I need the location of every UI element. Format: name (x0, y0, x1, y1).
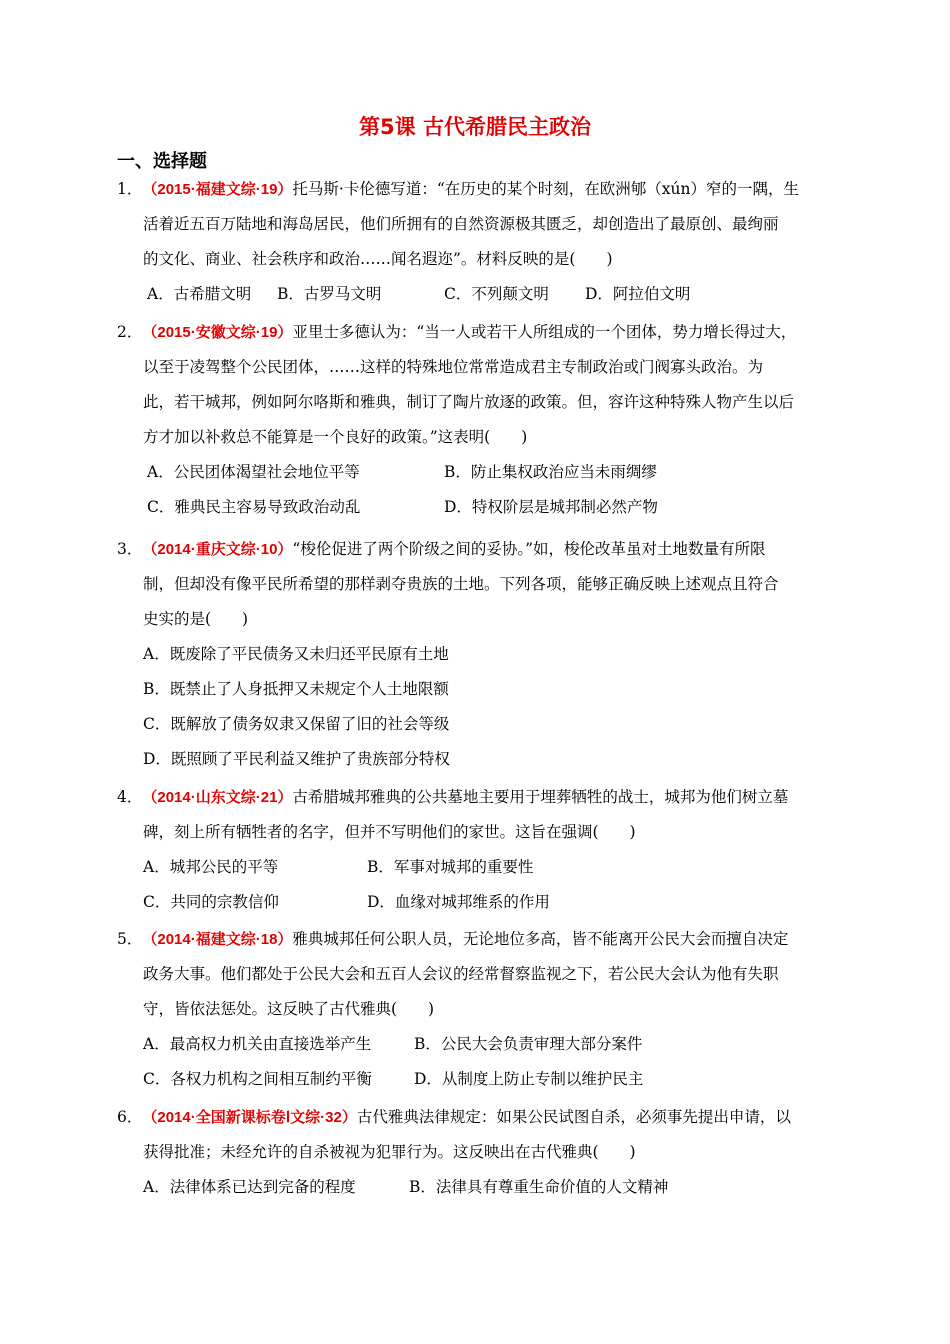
question-source: （2014·福建文综·18） (142, 931, 293, 948)
options-row (117, 490, 829, 525)
question-text: 以至于凌驾整个公民团体，……这样的特殊地位常常造成君主专制政治或门阀寡头政治。为 (143, 358, 764, 376)
question-source: （2015·安徽文综·19） (142, 324, 293, 341)
question-6 (117, 1100, 829, 1205)
question-text: 的文化、商业、社会秩序和政治……闻名遐迩”。材料反映的是( ) (143, 250, 613, 268)
question-source: （2014·山东文综·21） (142, 789, 293, 806)
question-text: 古代雅典法律规定：如果公民试图自杀，必须事先提出申请，以 (356, 1108, 791, 1126)
question-source: （2014·全国新课标卷Ⅰ文综·32） (142, 1109, 357, 1126)
question-3 (117, 532, 829, 777)
section-heading: 一、选择题 (117, 151, 207, 172)
options-row (117, 455, 829, 490)
option-c: C．共同的宗教信仰 (143, 893, 279, 911)
question-number: 2． (117, 323, 143, 341)
option-a: A．古希腊文明 (147, 285, 252, 303)
option-b: B．既禁止了人身抵押又未规定个人土地限额 (143, 680, 449, 698)
option-c: C．既解放了债务奴隶又保留了旧的社会等级 (143, 715, 450, 733)
question-text: 活着近五百万陆地和海岛居民，他们所拥有的自然资源极其匮乏，却创造出了最原创、最绚丽 (143, 215, 779, 233)
option-b: B．公民大会负责审理大部分案件 (414, 1035, 643, 1053)
option-a: A．公民团体渴望社会地位平等 (147, 463, 360, 481)
question-5 (117, 922, 829, 1097)
question-4 (117, 780, 829, 920)
page-title: 第5课 古代希腊民主政治 (359, 115, 591, 139)
question-text: 政务大事。他们都处于公民大会和五百人会议的经常督察监视之下，若公民大会认为他有失职 (143, 965, 779, 983)
option-d: D．从制度上防止专制以维护民主 (414, 1070, 644, 1088)
options-row (117, 1062, 829, 1097)
option-c: C．不列颠文明 (444, 285, 549, 303)
option-d: D．阿拉伯文明 (585, 285, 691, 303)
options-row (117, 277, 829, 312)
question-text: 雅典城邦任何公职人员，无论地位多高，皆不能离开公民大会而擅自决定 (292, 930, 789, 948)
options-row (117, 1170, 829, 1205)
options-row (117, 850, 829, 885)
option-d: D．既照顾了平民利益又维护了贵族部分特权 (143, 750, 450, 768)
question-source: （2014·重庆文综·10） (142, 541, 293, 558)
option-c: C．雅典民主容易导致政治动乱 (147, 498, 361, 516)
question-text: 托马斯·卡伦德写道：“在历史的某个时刻，在欧洲郇（xún）窄的一隅，生 (292, 180, 799, 198)
option-a: A．最高权力机关由直接选举产生 (143, 1035, 372, 1053)
option-d: D．血缘对城邦维系的作用 (367, 893, 550, 911)
option-a: A．既废除了平民债务又未归还平民原有土地 (143, 645, 449, 663)
question-text: 方才加以补救总不能算是一个良好的政策。”这表明( ) (143, 428, 528, 446)
question-source: （2015·福建文综·19） (142, 181, 293, 198)
question-1 (117, 172, 829, 312)
options-row (117, 1027, 829, 1062)
question-text: 获得批准；未经允许的自杀被视为犯罪行为。这反映出在古代雅典( ) (143, 1143, 636, 1161)
question-number: 3． (117, 540, 143, 558)
option-b: B．古罗马文明 (277, 285, 382, 303)
question-number: 4． (117, 788, 143, 806)
question-text: 古希腊城邦雅典的公共墓地主要用于埋葬牺牲的战士，城邦为他们树立墓 (292, 788, 789, 806)
question-text: 制，但却没有像平民所希望的那样剥夺贵族的土地。下列各项，能够正确反映上述观点且符合 (143, 575, 779, 593)
options-row (117, 885, 829, 920)
question-text: “梭伦促进了两个阶级之间的妥协。”如，梭伦改革虽对土地数量有所限 (292, 540, 766, 558)
question-number: 5． (117, 930, 143, 948)
question-text: 亚里士多德认为：“当一人或若干人所组成的一个团体，势力增长得过大， (292, 323, 797, 341)
question-text: 碑，刻上所有牺牲者的名字，但并不写明他们的家世。这旨在强调( ) (143, 823, 636, 841)
option-c: C．各权力机构之间相互制约平衡 (143, 1070, 372, 1088)
option-b: B．法律具有尊重生命价值的人文精神 (409, 1178, 669, 1196)
option-b: B．防止集权政治应当未雨绸缪 (444, 463, 657, 481)
question-number: 6． (117, 1108, 143, 1126)
question-2 (117, 315, 829, 525)
question-number: 1． (117, 180, 143, 198)
option-a: A．城邦公民的平等 (143, 858, 279, 876)
question-text: 守，皆依法惩处。这反映了古代雅典( ) (143, 1000, 435, 1018)
option-a: A．法律体系已达到完备的程度 (143, 1178, 356, 1196)
option-d: D．特权阶层是城邦制必然产物 (444, 498, 658, 516)
question-text: 史实的是( ) (143, 610, 249, 628)
question-text: 此，若干城邦，例如阿尔咯斯和雅典，制订了陶片放逐的政策。但，容许这种特殊人物产生以后 (143, 393, 795, 411)
option-b: B．军事对城邦的重要性 (367, 858, 534, 876)
